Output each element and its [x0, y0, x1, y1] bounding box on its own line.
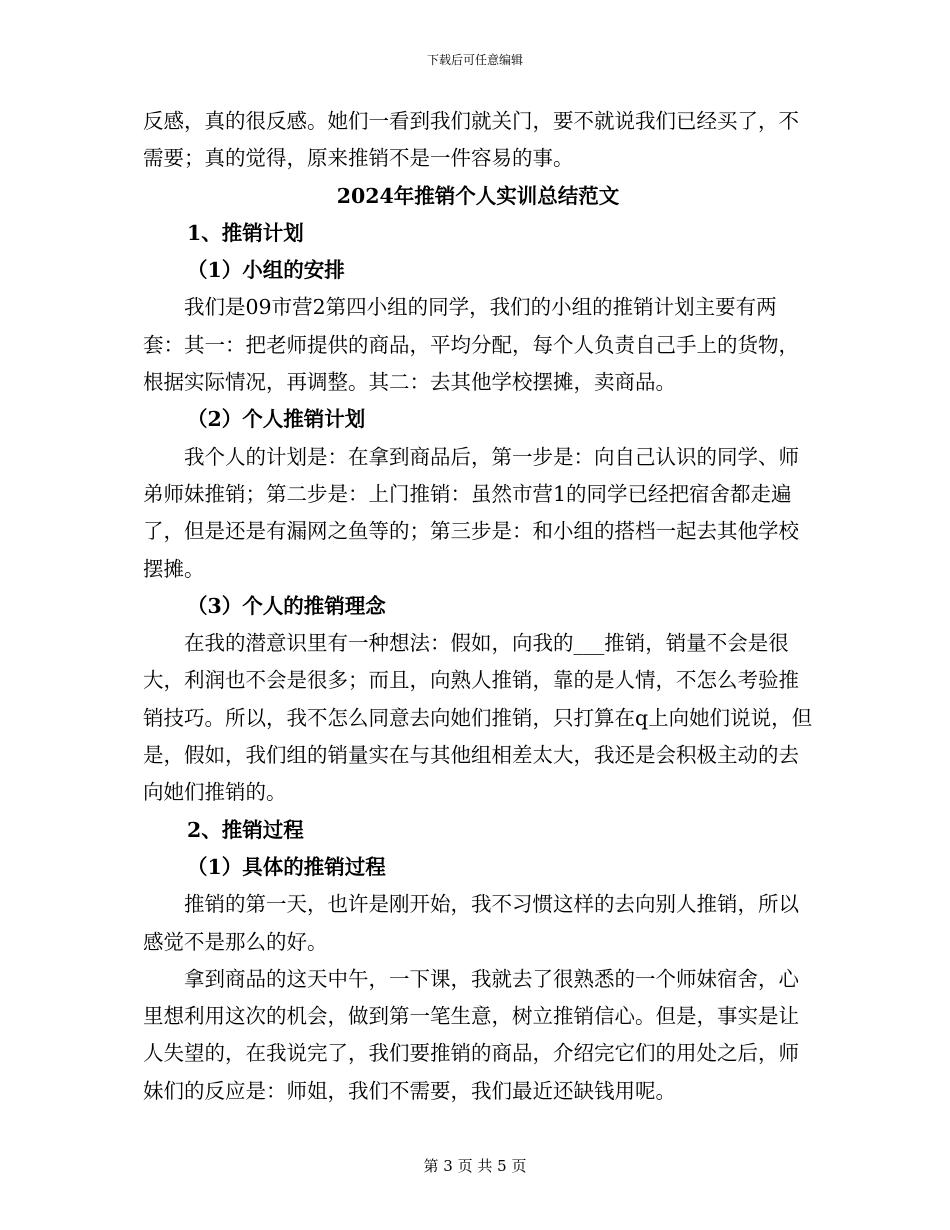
section-heading-process: 2、推销过程	[187, 817, 304, 842]
continuation-paragraph: 反感，真的很反感。她们一看到我们就关门，要不就说我们已经买了，不需要；真的觉得，原来推销不是一件容易的事。	[143, 109, 799, 171]
page-header: 下载后可任意编辑	[426, 53, 523, 67]
paragraph-first-day: 推销的第一天，也许是刚开始，我不习惯这样的去向别人推销，所以感觉不是那么的好。	[143, 892, 799, 954]
subsection-heading-personal-plan: （2）个人推销计划	[187, 407, 366, 432]
subsection-heading-process-detail: （1）具体的推销过程	[187, 854, 386, 879]
paragraph-personal-plan: 我个人的计划是：在拿到商品后，第一步是：向自己认识的同学、师弟师妹推销；第二步是：上门推销：虽然市营1的同学已经把宿舍都走遍了，但是还是有漏网之鱼等的；第三步是：和小组的搭档一起去其他学校摆摊。	[143, 444, 799, 581]
paragraph-philosophy: 在我的潜意识里有一种想法：假如，向我的___推销，销量不会是很大，利润也不会是很多；而且，向熟人推销，靠的是人情，不怎么考验推销技巧。所以，我不怎么同意去向她们推销，只打算在q上向她们说说，但是，假如，我们组的销量实在与其他组相差太大，我还是会积极主动的去向她们推销的。	[143, 631, 813, 805]
subsection-heading-group: （1）小组的安排	[187, 258, 345, 283]
page-number: 第 3 页 共 5 页	[423, 1157, 527, 1175]
section-heading-plan: 1、推销计划	[187, 220, 304, 245]
document-body	[143, 103, 813, 1110]
paragraph-group-arrangement: 我们是09市营2第四小组的同学，我们的小组的推销计划主要有两套：其一：把老师提供的商品，平均分配，每个人负责自己手上的货物，根据实际情况，再调整。其二：去其他学校摆摊，卖商品。	[143, 295, 799, 395]
subsection-heading-philosophy: （3）个人的推销理念	[187, 593, 386, 618]
paragraph-first-sale: 拿到商品的这天中午，一下课，我就去了很熟悉的一个师妹宿舍，心里想利用这次的机会，做到第一笔生意，树立推销信心。但是，事实是让人失望的，在我说完了，我们要推销的商品，介绍完它们的用处之后，师妹们的反应是：师姐，我们不需要，我们最近还缺钱用呢。	[143, 966, 799, 1103]
document-title: 2024年推销个人实训总结范文	[336, 183, 620, 208]
